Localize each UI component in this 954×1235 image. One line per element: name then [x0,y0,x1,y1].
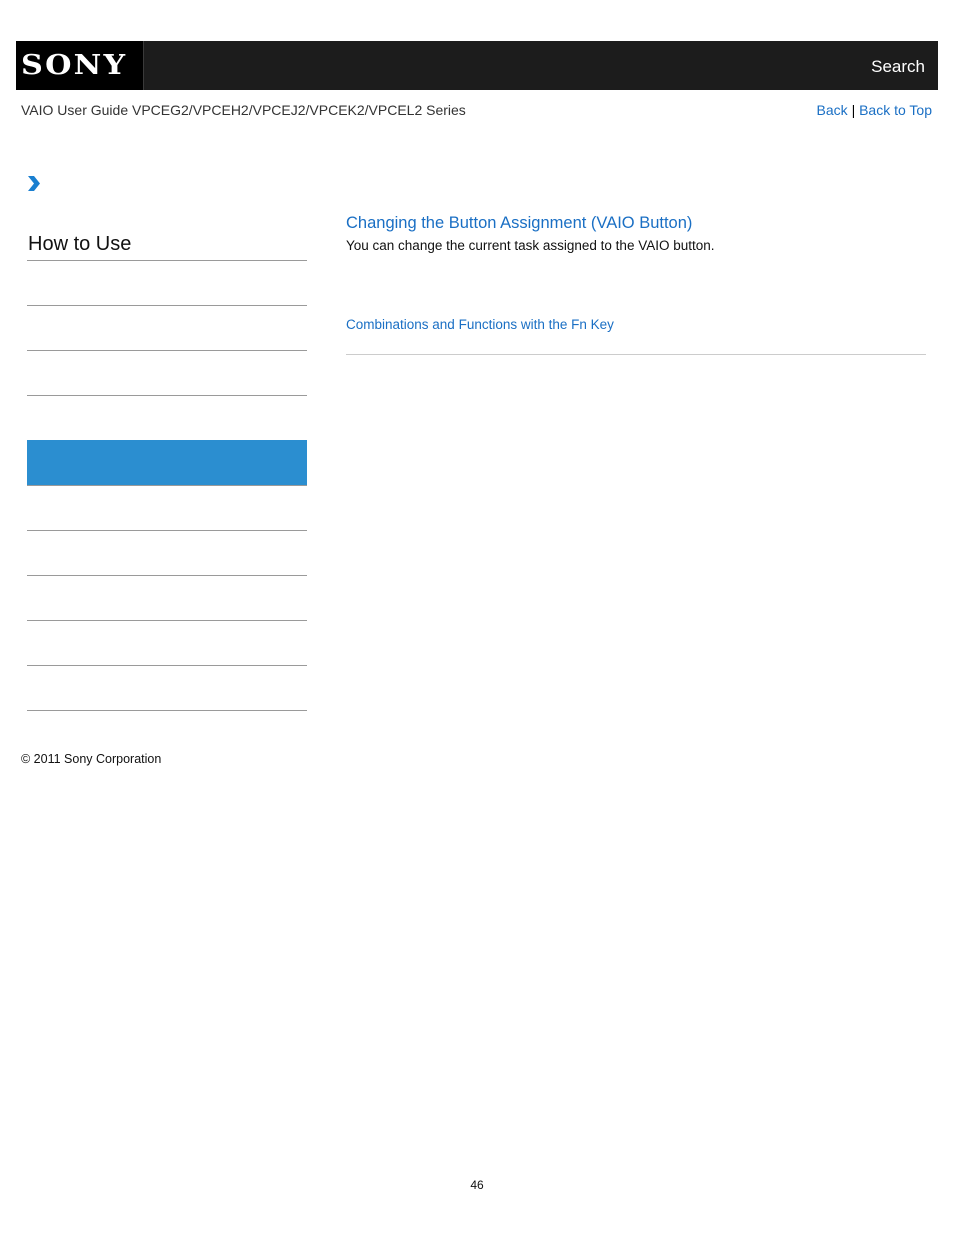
sidebar-item[interactable] [27,350,307,395]
logo-text: SONY [21,50,128,81]
back-to-top-link[interactable]: Back to Top [859,102,932,118]
sidebar-item[interactable] [27,305,307,350]
link-separator: | [851,102,856,118]
top-links [817,102,932,118]
top-bar [16,41,938,90]
sidebar-item[interactable] [27,620,307,665]
sidebar-item[interactable] [27,395,307,440]
copyright: © 2011 Sony Corporation [21,752,162,766]
topic-description: You can change the current task assigned to the VAIO button. [346,238,715,253]
sidebar-menu [27,260,307,711]
chevron-right-icon[interactable] [26,175,41,192]
sidebar-item[interactable] [27,575,307,620]
sidebar-item-active[interactable] [27,440,307,485]
content-divider [346,354,926,355]
back-link[interactable]: Back [816,102,848,118]
topic-title-link[interactable]: Changing the Button Assignment (VAIO Button) [346,214,693,232]
sony-logo[interactable] [16,41,144,90]
sidebar-item[interactable] [27,485,307,530]
sidebar-item[interactable] [27,530,307,575]
search-link[interactable]: Search [871,57,925,76]
sidebar-heading: How to Use [28,233,132,255]
sidebar-item[interactable] [27,665,307,711]
page-number: 46 [470,1178,484,1192]
guide-title: VAIO User Guide VPCEG2/VPCEH2/VPCEJ2/VPCEK2/VPCEL2 Series [21,102,466,118]
sidebar-item[interactable] [27,260,307,305]
related-topic-link[interactable]: Combinations and Functions with the Fn Key [346,317,614,332]
